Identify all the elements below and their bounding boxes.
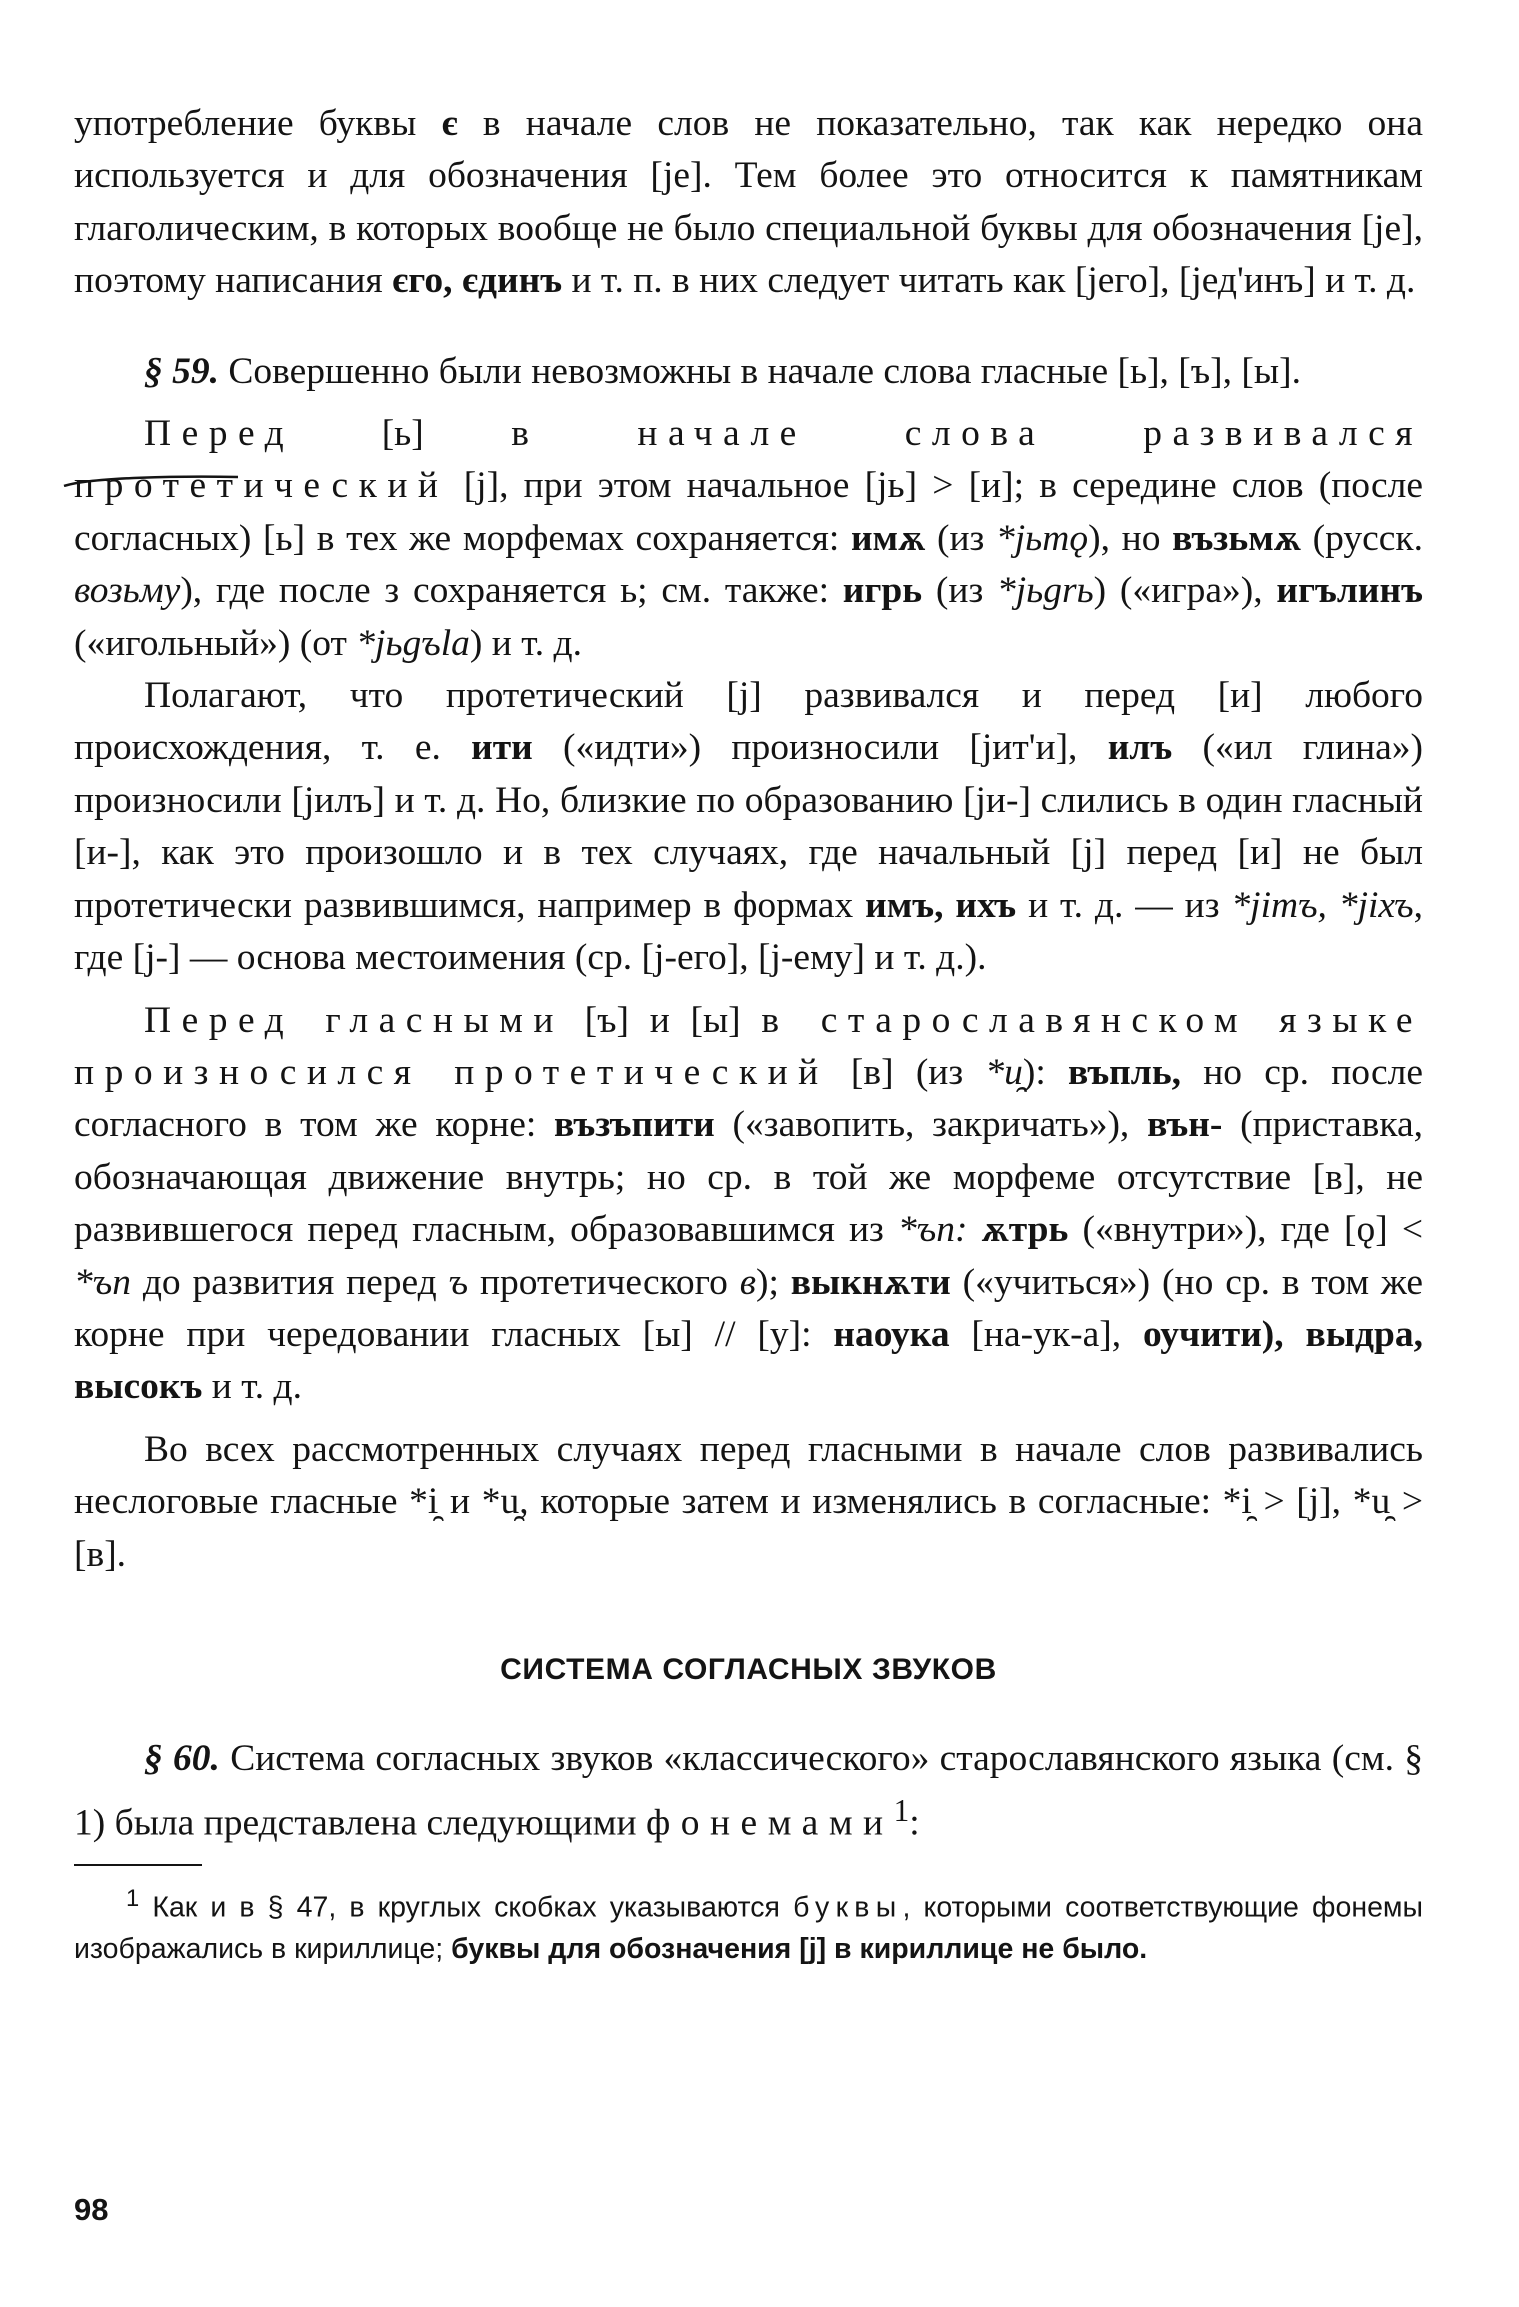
footnote <box>74 1878 1423 1970</box>
cyrillic-letter: є <box>441 103 458 144</box>
text-span: , которыми соответствующие фонемы изображались в кириллице; <box>74 1891 1423 1965</box>
bold-text: буквы для обозначения [j] в кириллице не было. <box>451 1932 1148 1965</box>
text-span: (из <box>922 570 998 612</box>
text-span: Система согласных звуков «классического» старославянского языка (см. § 1) была представлена следующими <box>74 1737 1423 1844</box>
old-slavonic-word: выкнѫти <box>790 1261 951 1303</box>
old-slavonic-word: наоука <box>833 1313 950 1355</box>
italic-letter: в <box>739 1261 757 1303</box>
text-span: [в] (из <box>828 1051 986 1093</box>
paragraph-summary <box>74 1424 1423 1581</box>
text-span: (приставка, обозначающая движение внутрь; но ср. в той же морфеме отсутствие [в], не развившегося перед гласным, образовавшимся из <box>74 1104 1424 1251</box>
spaced-emphasis: в начале слова развивался протетический <box>74 413 1423 507</box>
hand-drawn-underline-mark <box>62 475 240 487</box>
text-span: Как и в § 47, в круглых скобках указываются <box>139 1891 794 1924</box>
russian-form: возьму <box>74 570 181 612</box>
footnote-divider <box>74 1864 202 1866</box>
old-slavonic-word: имъ, ихъ <box>865 884 1017 926</box>
text-span: протетического <box>468 1261 740 1303</box>
reconstructed-form: *jьgъla <box>356 622 470 664</box>
text-span: и т. д. — из <box>1016 884 1232 926</box>
text-span: употребление буквы <box>74 103 442 144</box>
text-span: («игольный») (от <box>74 622 357 664</box>
paragraph-intro <box>74 98 1423 308</box>
text-span: («внутри»), где [ǫ] < <box>1068 1209 1424 1251</box>
text-span: Совершенно были невозможны в начале слова гласные [ь], [ъ], [ы]. <box>219 350 1301 392</box>
section-60-paragraph <box>74 1733 1423 1850</box>
footnote-reference: 1 <box>893 1793 910 1829</box>
old-slavonic-word: игрь <box>842 570 923 612</box>
reconstructed-form: *u̯ <box>985 1051 1023 1093</box>
reconstructed-form: *ъn: <box>897 1209 968 1251</box>
text-span: («идти») произносили [jит'и], <box>532 727 1108 769</box>
old-slavonic-word: вън- <box>1147 1104 1223 1146</box>
reconstructed-form: *ъn <box>74 1261 131 1303</box>
section-number: § 60. <box>144 1737 220 1779</box>
old-slavonic-word: възьмѫ <box>1172 517 1301 559</box>
spaced-emphasis: Перед <box>144 413 295 455</box>
paragraph-prothetic-j <box>74 670 1423 984</box>
old-slavonic-word: илъ <box>1107 727 1173 769</box>
text-span: и т. д. <box>202 1366 302 1408</box>
text-span: («учиться») (но ср. в том же корне при чередовании гласных [ы] // [у]: <box>74 1261 1423 1355</box>
spaced-emphasis: в старославянском языке произносился протетический <box>74 999 1423 1093</box>
text-span: ), где после з сохраняется ь; см. также: <box>180 570 843 612</box>
spaced-emphasis: фонемами <box>645 1802 894 1844</box>
text-span: (русск. <box>1300 517 1423 559</box>
spaced-emphasis: Перед гласными <box>144 999 564 1041</box>
page-number: 98 <box>74 2192 109 2227</box>
section-number: § 59. <box>144 350 219 392</box>
italic-letter: ъ <box>448 1261 469 1303</box>
old-slavonic-word: ити <box>471 727 533 769</box>
text-span: ), но <box>1088 517 1173 559</box>
text-span: ); <box>756 1261 791 1303</box>
text-span: и т. п. в них следует читать как [jего], [jед'инъ] и т. д. <box>562 260 1416 302</box>
old-slavonic-word: възъпити <box>554 1104 715 1146</box>
old-slavonic-word: игълинъ <box>1276 570 1423 612</box>
reconstructed-form: *jьmǫ <box>996 517 1089 559</box>
text-span: Во всех рассмотренных случаях перед гласными в начале слов развивались неслоговые гласные *i̯ и *u̯, которые затем и изменялись в согласные: *i̯ > [j], *u̯ > [в]. <box>74 1428 1423 1575</box>
reconstructed-form: *jьgrь <box>997 570 1094 612</box>
paragraph-before-soft-yer <box>74 408 1423 670</box>
text-span: [на-ук-а], <box>949 1313 1143 1355</box>
reconstructed-form: *jimъ, *jiхъ <box>1231 884 1414 926</box>
old-slavonic-word: въпль, <box>1068 1051 1182 1093</box>
text-span: (из <box>925 517 997 559</box>
text-span <box>967 1209 981 1250</box>
text-span: ): <box>1022 1051 1068 1093</box>
text-span: [j], при этом начальное [jь] > [и]; в середине слов (после согласных) [ь] в тех же морфемах сохраняется: <box>74 465 1423 559</box>
footnote-marker: 1 <box>126 1885 140 1913</box>
old-slavonic-word: имѫ <box>850 517 926 559</box>
text-span: («завопить, закричать»), <box>714 1104 1148 1146</box>
text-span: , где [j-] — основа местоимения (ср. [j-его], [j-ему] и т. д.). <box>74 884 1423 979</box>
text-span: ) и т. д. <box>469 622 582 664</box>
section-heading: СИСТЕМА СОГЛАСНЫХ ЗВУКОВ <box>500 1652 997 1686</box>
section-59-paragraph <box>74 346 1423 398</box>
text-span: в начале слов не показательно, так как нередко она используется и для обозначения [je]. Тем более это относится к памятникам глаголическим, в которых вообще не было специальной буквы для обозначения [je], поэтому написания <box>74 103 1423 302</box>
text-span: [ъ] и [ы] <box>563 999 762 1041</box>
text-span: : <box>909 1802 920 1844</box>
old-slavonic-word: ѫтрь <box>981 1209 1069 1251</box>
text-span: Полагают, что протетический [j] развивался и перед [и] любого происхождения, т. е. <box>74 675 1423 769</box>
spaced-emphasis: буквы <box>793 1891 903 1924</box>
text-span: до развития перед <box>130 1261 449 1303</box>
paragraph-prothetic-v <box>74 995 1423 1414</box>
text-span: но ср. после согласного в том же корне: <box>74 1051 1423 1146</box>
old-slavonic-word: оучити), выдра, высокъ <box>74 1313 1424 1408</box>
old-slavonic-word: єго, єдинъ <box>392 260 563 302</box>
text-span: [ь] <box>294 413 512 455</box>
text-span: ) («игра»), <box>1093 570 1277 612</box>
text-span: («ил глина») произносили [jилъ] и т. д. Но, близкие по образованию [jи-] слились в один гласный [и-], как это произошло и в тех случаях, где начальный [j] перед [и] не был протетически развившимся, например в формах <box>74 727 1424 926</box>
